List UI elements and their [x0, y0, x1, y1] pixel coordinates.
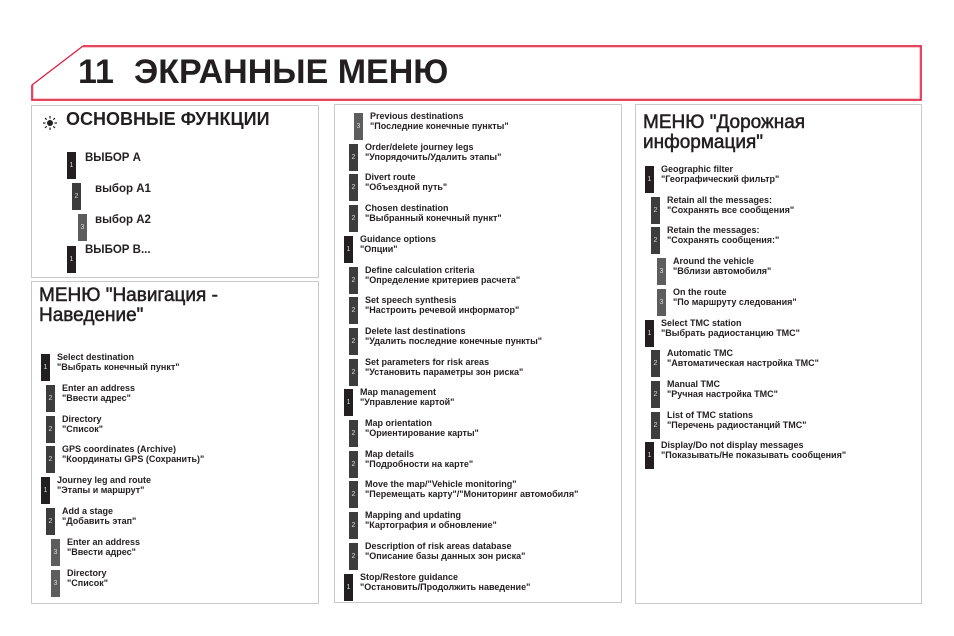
level-badge: 1 — [344, 574, 353, 601]
section-title: ОСНОВНЫЕ ФУНКЦИИ — [66, 109, 270, 129]
item-label-en: Move the map/"Vehicle monitoring" — [365, 479, 517, 490]
level-badge: 2 — [46, 416, 55, 443]
section-title-line: МЕНЮ "Навигация - — [39, 285, 218, 306]
item-label-en: Description of risk areas database — [365, 540, 512, 551]
item-label-en: Divert route — [365, 172, 416, 183]
level-badge: 2 — [46, 446, 55, 473]
level-badge: 2 — [46, 508, 55, 535]
level-badge: 2 — [349, 420, 358, 447]
sun-icon — [42, 115, 58, 131]
level-badge: 1 — [67, 152, 76, 179]
item-label-en: Select TMC station — [661, 317, 742, 328]
level-badge: 2 — [651, 350, 660, 377]
item-label-ru: "Показывать/Не показывать сообщения" — [661, 450, 847, 461]
navigation-menu-continued-panel — [334, 104, 622, 603]
item-label-ru: "Выбранный конечный пункт" — [365, 213, 502, 224]
level-badge: 2 — [651, 197, 660, 224]
page-title: ЭКРАННЫЕ МЕНЮ — [134, 53, 449, 91]
section-title-line: МЕНЮ "Дорожная — [643, 112, 806, 133]
item-label-ru: "Ввести адрес" — [62, 392, 131, 403]
level-badge: 1 — [41, 477, 50, 504]
item-label-ru: "Установить параметры зон риска" — [365, 366, 524, 377]
level-badge: 3 — [354, 113, 363, 140]
item-label-en: Display/Do not display messages — [661, 440, 804, 451]
item-label-ru: "Опции" — [360, 243, 398, 254]
item-label-en: Select destination — [57, 352, 135, 362]
item-label-en: Mapping and updating — [365, 510, 461, 521]
item-label-en: Map orientation — [365, 418, 432, 428]
item-label-en: Manual TMC — [667, 378, 720, 389]
level-badge: 2 — [349, 328, 358, 355]
level-badge: 1 — [344, 236, 353, 263]
item-label-ru: "Вблизи автомобиля" — [673, 266, 772, 277]
item-label-ru: "Остановить/Продолжить наведение" — [360, 581, 531, 592]
level-badge: 2 — [651, 381, 660, 408]
item-label-ru: "Добавить этап" — [62, 516, 137, 526]
level-badge: 2 — [349, 297, 358, 324]
level-badge: 2 — [349, 267, 358, 294]
level-badge: 2 — [651, 412, 660, 439]
item-label-en: Define calculation criteria — [365, 264, 475, 275]
chapter-number: 11 — [78, 53, 114, 91]
item-label-ru: "Перемещать карту"/"Мониторинг автомобиля" — [365, 489, 579, 500]
item-label-ru: "Последние конечные пункты" — [370, 121, 509, 131]
item-label-ru: "Этапы и маршрут" — [57, 485, 145, 496]
item-label-ru: "Выбрать конечный пункт" — [57, 362, 180, 372]
item-label-ru: "Автоматическая настройка TMC" — [667, 358, 819, 369]
item-label-en: Journey leg and route — [57, 475, 152, 486]
item-label-ru: "Подробности на карте" — [365, 458, 474, 469]
item-label-en: Enter an address — [62, 382, 136, 393]
item-label-ru: "Выбрать радиостанцию TMC" — [661, 327, 800, 338]
item-label: ВЫБОР A — [85, 152, 141, 164]
item-label-en: Retain the messages: — [667, 225, 760, 236]
level-badge: 3 — [78, 214, 87, 241]
level-badge: 3 — [51, 570, 60, 597]
level-badge: 2 — [72, 183, 81, 210]
item-label-en: Order/delete journey legs — [365, 141, 474, 152]
item-label-ru: "Объездной путь" — [365, 182, 448, 193]
item-label-ru: "Удалить последние конечные пункты" — [365, 335, 543, 346]
level-badge: 2 — [349, 451, 358, 478]
item-label-ru: "Географический фильтр" — [661, 174, 780, 184]
item-label-ru: "Список" — [67, 577, 109, 588]
item-label-ru: "Упорядочить/Удалить этапы" — [365, 151, 502, 162]
item-label-en: Set parameters for risk areas — [365, 356, 490, 367]
item-label-ru: "Определение критериев расчета" — [365, 274, 521, 285]
level-badge: 2 — [349, 144, 358, 171]
item-label-en: On the route — [673, 286, 727, 297]
level-badge: 1 — [41, 354, 50, 381]
traffic-info-menu-panel — [635, 104, 922, 604]
item-label-en: Add a stage — [62, 506, 114, 516]
item-label-en: GPS coordinates (Archive) — [62, 444, 177, 455]
item-label-ru: "Описание базы данных зон риска" — [365, 550, 526, 561]
item-label-ru: "Сохранять все сообщения" — [667, 204, 795, 215]
item-label-en: Chosen destination — [365, 203, 449, 214]
item-label: ВЫБОР B... — [85, 244, 151, 256]
level-badge: 2 — [349, 205, 358, 232]
item-label-ru: "Ввести адрес" — [67, 546, 136, 557]
item-label-en: Directory — [67, 567, 107, 578]
item-label-ru: "Настроить речевой информатор" — [365, 305, 520, 316]
item-label-en: List of TMC stations — [667, 409, 753, 420]
item-label-en: Retain all the messages: — [667, 194, 773, 205]
item-label-ru: "Картография и обновление" — [365, 520, 497, 531]
item-label-ru: "По маршруту следования" — [673, 296, 797, 307]
item-label-en: Delete last destinations — [365, 325, 466, 336]
item-label-en: Previous destinations — [370, 111, 464, 121]
basic-functions-panel — [31, 105, 319, 278]
level-badge: 3 — [657, 289, 666, 316]
level-badge: 2 — [46, 385, 55, 412]
item-label-en: Stop/Restore guidance — [360, 571, 459, 582]
item-label-en: Automatic TMC — [667, 348, 733, 359]
level-badge: 2 — [349, 174, 358, 201]
chapter-header — [31, 45, 922, 101]
section-title — [643, 113, 805, 153]
level-badge: 3 — [657, 258, 666, 285]
item-label-en: Around the vehicle — [673, 256, 755, 267]
item-label-en: Directory — [62, 413, 102, 424]
level-badge: 1 — [645, 166, 654, 193]
level-badge: 2 — [349, 543, 358, 570]
item-label-ru: "Ручная настройка TMC" — [667, 388, 778, 399]
item-label-en: Map management — [360, 387, 437, 398]
item-label-en: Enter an address — [67, 536, 141, 547]
item-label-en: Guidance options — [360, 233, 437, 244]
level-badge: 3 — [51, 539, 60, 566]
item-label-en: Geographic filter — [661, 164, 734, 174]
level-badge: 2 — [349, 359, 358, 386]
item-label: выбор A2 — [95, 214, 151, 226]
level-badge: 1 — [645, 442, 654, 469]
level-badge: 2 — [651, 227, 660, 254]
item-label-ru: "Список" — [62, 423, 104, 434]
level-badge: 1 — [645, 320, 654, 347]
navigation-menu-panel — [31, 281, 319, 604]
item-label-ru: "Сохранять сообщения:" — [667, 235, 780, 246]
section-title-line: Наведение" — [39, 304, 144, 326]
item-label-ru: "Ориентирование карты" — [365, 428, 479, 438]
item-label-ru: "Перечень радиостанций TMC" — [667, 419, 807, 430]
level-badge: 2 — [349, 481, 358, 508]
level-badge: 1 — [67, 246, 76, 273]
item-label-en: Map details — [365, 448, 415, 459]
item-label-ru: "Управление картой" — [360, 397, 455, 408]
section-title-line: информация" — [643, 131, 764, 153]
item-label-en: Set speech synthesis — [365, 295, 457, 306]
section-title — [39, 286, 218, 326]
level-badge: 1 — [344, 389, 353, 416]
item-label-ru: "Координаты GPS (Сохранить)" — [62, 454, 205, 465]
item-label: выбор A1 — [95, 183, 151, 195]
level-badge: 2 — [349, 512, 358, 539]
